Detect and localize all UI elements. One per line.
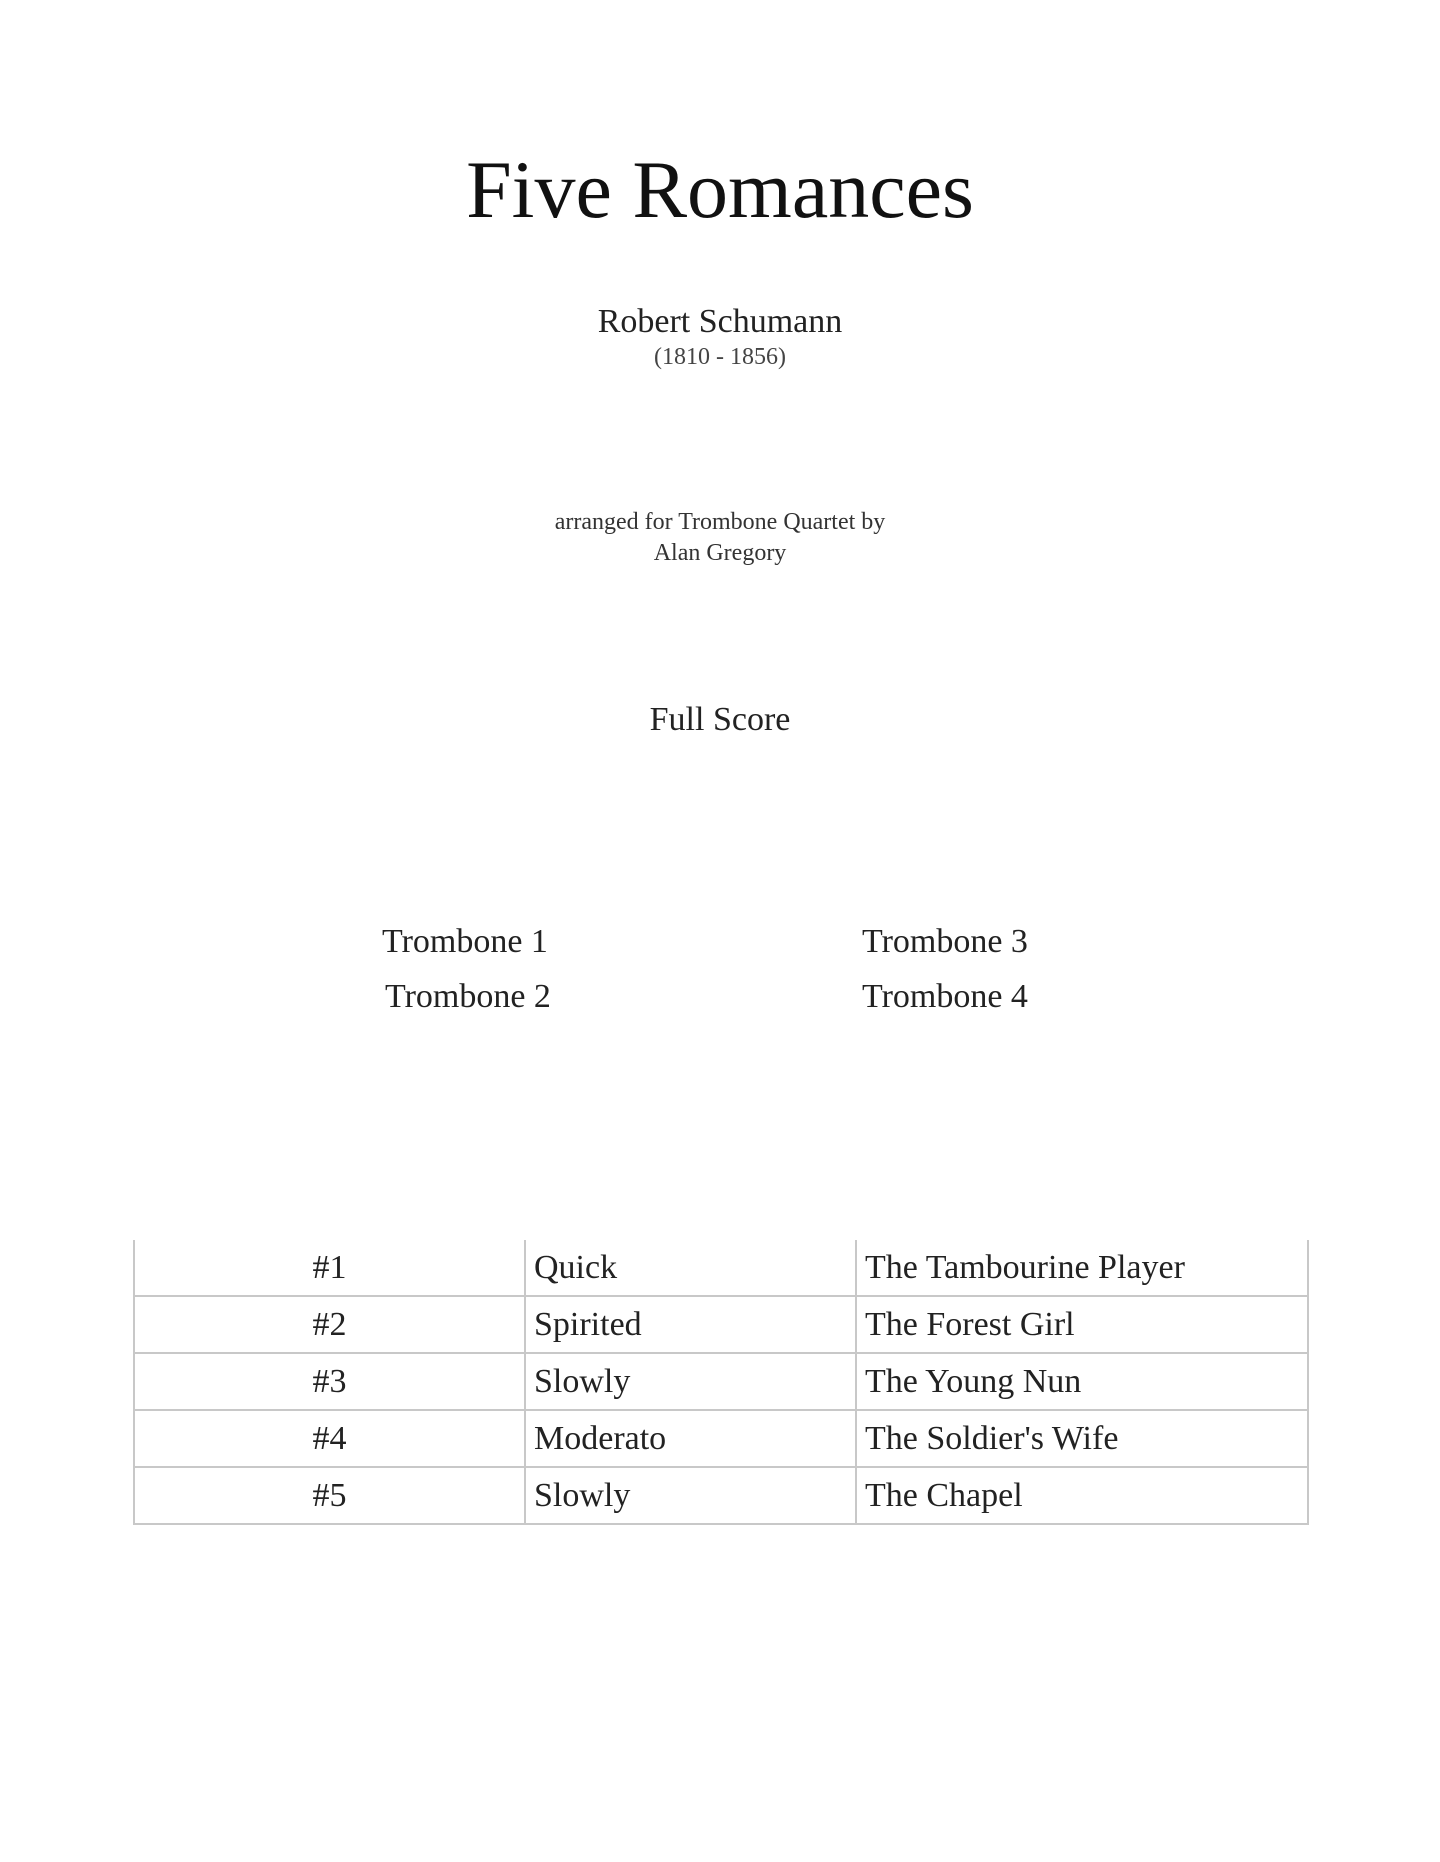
movement-number: #1	[134, 1240, 525, 1296]
movement-number: #5	[134, 1467, 525, 1524]
movement-tempo: Quick	[525, 1240, 856, 1296]
table-row	[134, 1410, 1308, 1467]
movement-number: #2	[134, 1296, 525, 1353]
movement-title: The Tambourine Player	[856, 1240, 1308, 1296]
table-row	[134, 1240, 1308, 1296]
part-trombone-2: Trombone 2	[385, 978, 551, 1015]
part-trombone-1: Trombone 1	[382, 923, 548, 960]
score-type: Full Score	[649, 701, 791, 738]
movement-title: The Chapel	[856, 1467, 1308, 1524]
arranger-name: Alan Gregory	[653, 540, 787, 566]
movement-tempo: Slowly	[525, 1353, 856, 1410]
table-row	[134, 1296, 1308, 1353]
arrangement-line: arranged for Trombone Quartet by	[554, 509, 886, 535]
composer-name: Robert Schumann	[597, 303, 843, 340]
movement-tempo: Slowly	[525, 1467, 856, 1524]
composer-dates: (1810 - 1856)	[654, 344, 786, 370]
movement-title: The Forest Girl	[856, 1296, 1308, 1353]
movement-tempo: Spirited	[525, 1296, 856, 1353]
movement-title: The Soldier's Wife	[856, 1410, 1308, 1467]
movement-tempo: Moderato	[525, 1410, 856, 1467]
part-trombone-3: Trombone 3	[862, 923, 1028, 960]
part-trombone-4: Trombone 4	[862, 978, 1028, 1015]
movement-number: #3	[134, 1353, 525, 1410]
movements-table	[133, 1240, 1309, 1525]
table-row	[134, 1353, 1308, 1410]
table-row	[134, 1467, 1308, 1524]
movement-number: #4	[134, 1410, 525, 1467]
page-title: Five Romances	[466, 144, 974, 235]
movement-title: The Young Nun	[856, 1353, 1308, 1410]
